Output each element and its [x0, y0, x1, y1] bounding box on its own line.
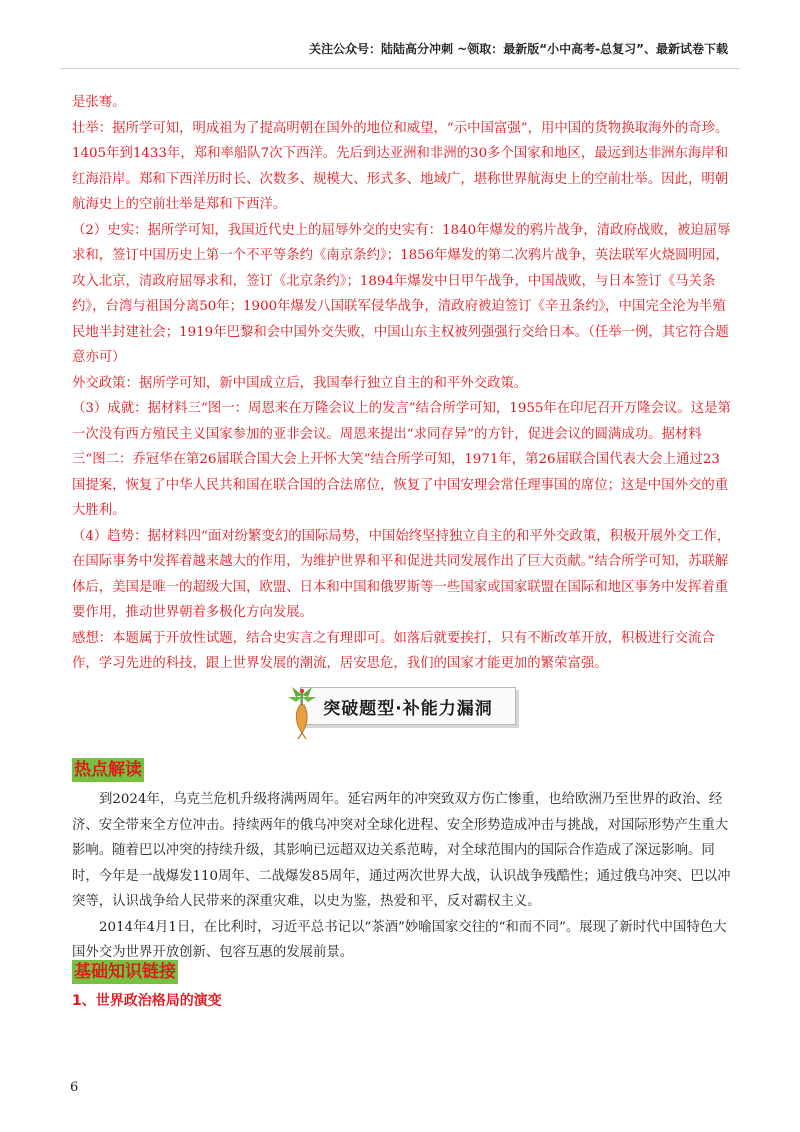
section-banner: [280, 683, 520, 733]
hotspot-body: [72, 787, 736, 966]
basics-title: 基础知识链接: [74, 962, 176, 982]
header-divider: [60, 68, 740, 69]
answer-paragraph: 外交政策：据所学可知，新中国成立后，我国奉行独立自主的和平外交政策。: [72, 375, 528, 391]
hotspot-paragraph: 到2024年，乌克兰危机升级将满两周年。延宕两年的冲突致双方伤亡惨重，也给欧洲乃至世界的政治、经济、安全带来全方位冲击。持续两年的俄乌冲突对全球化进程、安全形势造成冲击与挑战，对国际形势产生重大影响。随着巴以冲突的持续升级，其影响已远超双边关系范畴，对全球范围内的国际合作造成了深远影响。同时，今年是一战爆发110周年、二战爆发85周年，通过两次世界大战，认识战争残酷性；通过俄乌冲突、巴以冲突等，认识战争给人民带来的深重灾难，以史为鉴，热爱和平，反对霸权主义。: [72, 792, 731, 909]
page-header: 关注公众号：陆陆高分冲刺 ~领取：最新版“小中高考-总复习”、最新试卷下载: [309, 42, 728, 56]
answer-paragraph: （4）趋势：据材料四“面对纷繁变幻的国际局势，中国始终坚持独立自主的和平外交政策，积极开展外交工作，在国际事务中发挥着越来越大的作用，为维护世界和平和促进共同发展作出了巨大贡献。”结合所学可知，苏联解体后，美国是唯一的超级大国，欧盟、日本和中国和俄罗斯等一些国家或国家联盟在国际和地区事务中发挥着重要作用，推动世界朝着多极化方向发展。: [72, 528, 731, 620]
hotspot-paragraph: 2014年4月1日，在比利时，习近平总书记以“茶酒”妙喻国家交往的“和而不同”。展现了新时代中国特色大国外交为世界开放创新、包容互惠的发展前景。: [72, 919, 727, 960]
ginseng-icon: [280, 683, 324, 739]
answer-paragraph: （2）史实：据所学可知，我国近代史上的屈辱外交的史实有：1840年爆发的鸦片战争，清政府战败，被迫屈辱求和，签订中国历史上第一个不平等条约《南京条约》；1856年爆发的第二次鸦片战争，英法联军火烧圆明园，攻入北京，清政府屈辱求和，签订《北京条约》；1894年爆发中日甲午战争，中国战败，与日本签订《马关条约》，台湾与祖国分离50年；1900年爆发八国联军侵华战争，清政府被迫签订《辛丑条约》，中国完全沦为半殖民地半封建社会；1919年巴黎和会中国外交失败，中国山东主权被列强强行交给日本。（任举一例，其它符合题意亦可）: [72, 222, 731, 365]
answer-paragraph: 是张骞。: [72, 95, 126, 110]
page-number: 6: [70, 1080, 79, 1095]
answer-paragraph: 壮举：据所学可知，明成祖为了提高明朝在国外的地位和威望，“示中国富强”，用中国的货物换取海外的奇珍。1405年到1433年，郑和率船队7次下西洋。先后到达亚洲和非洲的30多个国家和地区，最远到达非洲东海岸和红海沿岸。郑和下西洋历时长、次数多、规模大、形式多、地域广，堪称世界航海史上的空前壮举。因此，明朝航海史上的空前壮举是郑和下西洋。: [72, 120, 729, 212]
basics-subtitle: 1、世界政治格局的演变: [72, 993, 222, 1009]
answer-paragraph: 感想：本题属于开放性试题，结合史实言之有理即可。如落后就要挨打，只有不断改革开放，积极进行交流合作，学习先进的科技，跟上世界发展的潮流，居安思危，我们的国家才能更加的繁荣富强。: [72, 630, 715, 671]
banner-title: 突破题型·补能力漏洞: [300, 687, 516, 725]
answer-section: [72, 90, 732, 677]
answer-paragraph: （3）成就：据材料三“图一：周恩来在万隆会议上的发言”结合所学可知，1955年在印尼召开万隆会议。这是第一次没有西方殖民主义国家参加的亚非会议。周恩来提出“求同存异”的方针，促进会议的圆满成功。据材料三“图二：乔冠华在第26届联合国大会上开怀大笑”结合所学可知，1971年，第26届联合国代表大会上通过23国提案，恢复了中华人民共和国在联合国的合法席位，恢复了中国安理会常任理事国的席位；这是中国外交的重大胜利。: [72, 401, 731, 518]
hotspot-title: 热点解读: [74, 760, 142, 780]
